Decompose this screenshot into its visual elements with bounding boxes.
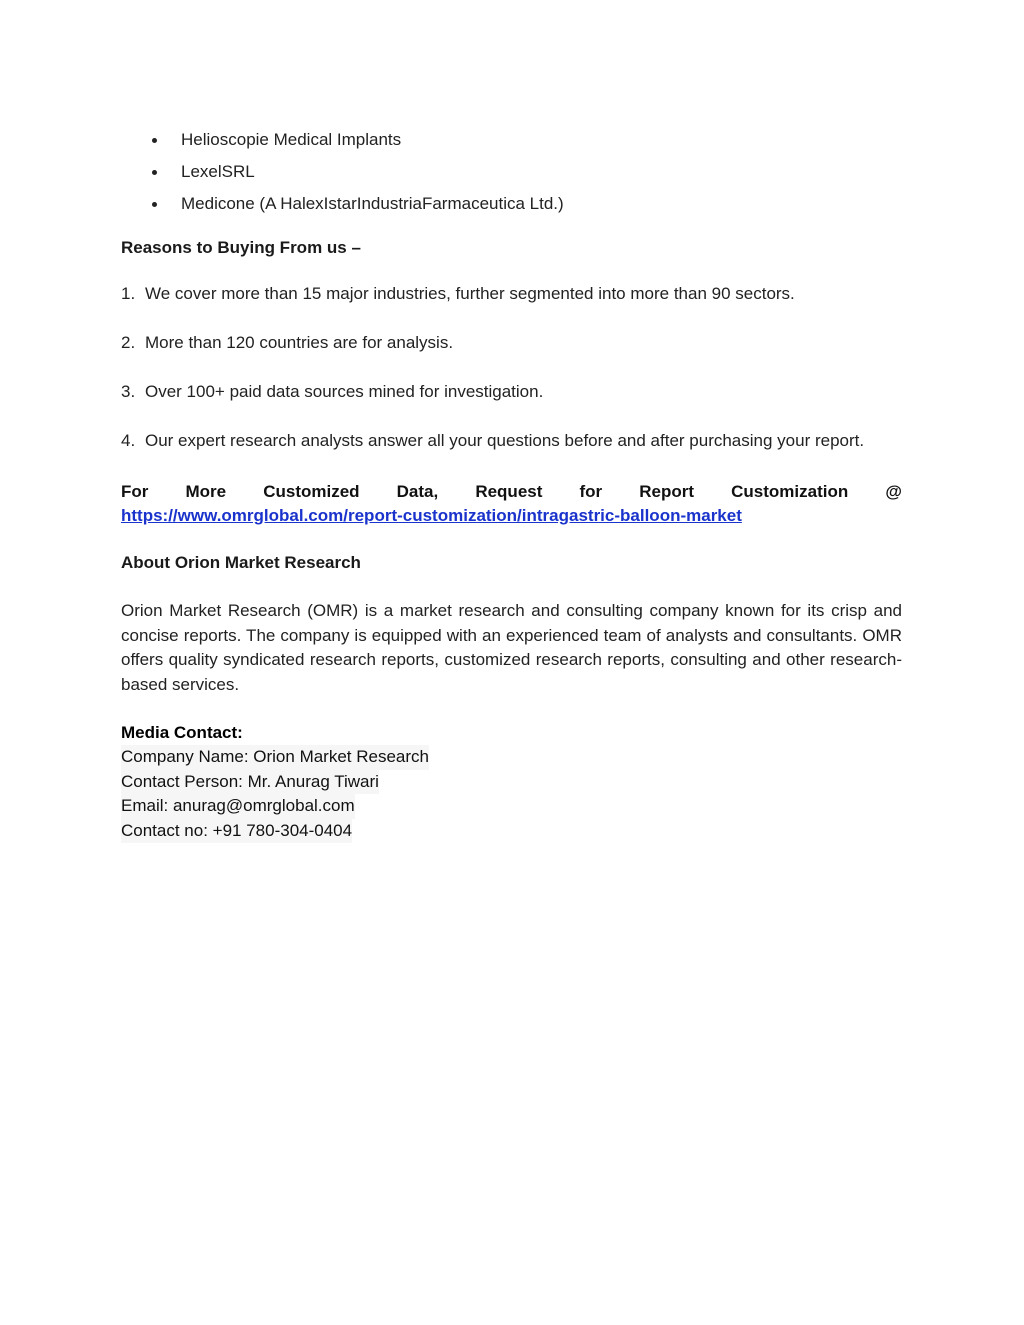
reason-number: 3. — [121, 382, 136, 401]
list-item — [121, 126, 902, 158]
media-contact-details — [121, 745, 902, 843]
reason-number: 1. — [121, 284, 136, 303]
contact-phone: Contact no: +91 780-304-0404 — [121, 819, 352, 844]
company-bullet-list — [121, 126, 902, 222]
media-contact-heading: Media Contact: — [121, 723, 243, 742]
heading-word: Customization — [731, 482, 849, 501]
bullet-icon — [152, 170, 157, 175]
heading-word: for — [579, 482, 603, 501]
about-heading: About Orion Market Research — [121, 553, 361, 572]
heading-word: Report — [639, 482, 695, 501]
contact-email: Email: anurag@omrglobal.com — [121, 794, 355, 819]
reasons-heading: Reasons to Buying From us – — [121, 238, 361, 257]
reasons-list — [121, 280, 902, 455]
heading-word: More — [185, 482, 227, 501]
page-content — [121, 126, 902, 843]
list-item — [121, 158, 902, 190]
heading-word: Request — [475, 482, 543, 501]
list-item-text: LexelSRL — [181, 162, 255, 181]
list-item-text: Medicone (A HalexIstarIndustriaFarmaceutica Ltd.) — [181, 194, 564, 213]
heading-word: Customized — [263, 482, 360, 501]
reason-text: More than 120 countries are for analysis. — [145, 333, 454, 352]
reason-number: 2. — [121, 333, 136, 352]
reason-item — [121, 280, 902, 308]
heading-word: @ — [885, 482, 902, 501]
reason-number: 4. — [121, 431, 136, 450]
reason-text: Our expert research analysts answer all your questions before and after purchasing your report. — [145, 431, 865, 450]
customization-link[interactable]: https://www.omrglobal.com/report-customization/intragastric-balloon-market — [121, 506, 742, 525]
customization-request — [121, 480, 902, 528]
contact-person: Contact Person: Mr. Anurag Tiwari — [121, 770, 379, 795]
bullet-icon — [152, 138, 157, 143]
reason-text: Over 100+ paid data sources mined for investigation. — [145, 382, 544, 401]
about-paragraph: Orion Market Research (OMR) is a market research and consulting company known for its crisp and concise reports. The company is equipped with an experienced team of analysts and consultants. OMR offers quality syndicated research reports, customized research reports, consulting and other research-based services. — [121, 601, 902, 694]
reason-item — [121, 427, 902, 455]
customization-heading — [121, 480, 902, 504]
bullet-icon — [152, 202, 157, 207]
company-name: Company Name: Orion Market Research — [121, 745, 429, 770]
reason-item — [121, 378, 902, 406]
reason-item — [121, 329, 902, 357]
heading-word: Data, — [396, 482, 439, 501]
list-item-text: Helioscopie Medical Implants — [181, 130, 402, 149]
heading-word: For — [121, 482, 149, 501]
list-item — [121, 190, 902, 222]
reason-text: We cover more than 15 major industries, further segmented into more than 90 sectors. — [145, 284, 795, 303]
